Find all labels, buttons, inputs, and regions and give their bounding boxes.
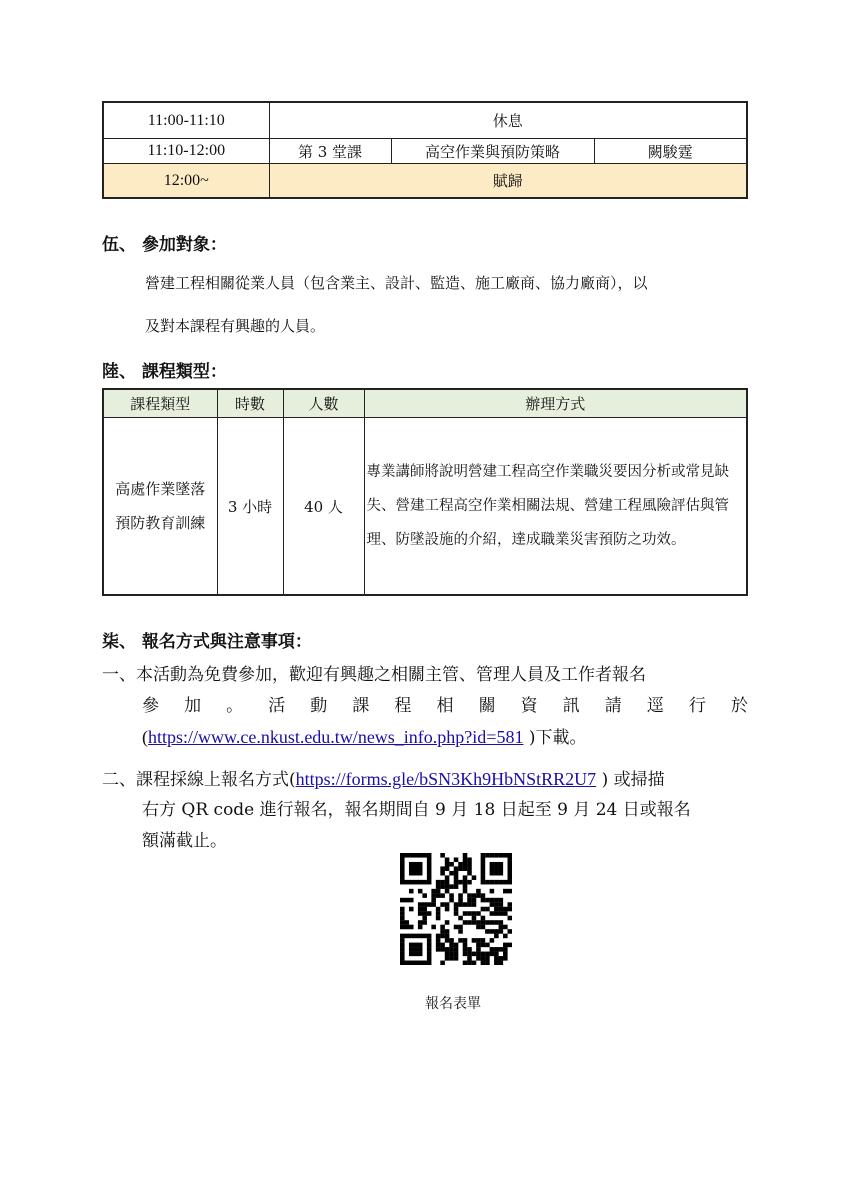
qr-code-image[interactable]	[400, 853, 512, 965]
course-type-line: 預防教育訓練	[115, 514, 206, 532]
course-type-line: 高處作業墜落	[115, 480, 206, 498]
time-cell: 11:10-12:00	[103, 139, 269, 164]
list-item	[102, 764, 665, 796]
speaker-cell: 闕駿霆	[594, 139, 747, 164]
paragraph-line: 及對本課程有興趣的人員。	[145, 317, 326, 335]
activity-cell: 賦歸	[269, 164, 747, 199]
paren: (	[142, 727, 148, 747]
column-header: 課程類型	[103, 389, 217, 418]
list-line: 右方 QR code 進行報名，報名期間自 9 月 18 日起至 9 月 24 日或報名	[142, 800, 691, 820]
list-marker: 一、	[102, 665, 136, 685]
course-type-cell	[103, 418, 217, 596]
section-heading: 伍、 參加對象：	[102, 235, 227, 255]
table-row	[103, 164, 747, 199]
schedule-table	[102, 101, 748, 199]
time-cell: 11:00-11:10	[103, 102, 269, 139]
registration-form-link[interactable]: https://forms.gle/bSN3Kh9HbNStRR2U7	[295, 769, 597, 789]
list-text: 課程採線上報名方式(	[136, 770, 296, 790]
list-line: 本活動為免費參加，歡迎有興趣之相關主管、管理人員及工作者報名	[136, 665, 646, 685]
course-type-table	[102, 388, 748, 596]
list-line	[142, 722, 587, 754]
column-header: 人數	[283, 389, 364, 418]
qr-caption: 報名表單	[425, 996, 481, 1012]
topic-cell: 高空作業與預防策略	[391, 139, 594, 164]
list-line: 參 加 。 活 動 課 程 相 關 資 訊 請 逕 行 於	[142, 696, 748, 716]
hours-cell: 3 小時	[217, 418, 283, 596]
people-cell: 40 人	[283, 418, 364, 596]
table-row	[103, 139, 747, 164]
table-header-row	[103, 389, 747, 418]
list-marker: 二、	[102, 770, 136, 790]
news-info-link[interactable]: https://www.ce.nkust.edu.tw/news_info.php?id=581	[148, 727, 524, 747]
section-heading: 柒、 報名方式與注意事項：	[102, 632, 312, 652]
table-row	[103, 102, 747, 139]
method-cell: 專業講師將說明營建工程高空作業職災要因分析或常見缺失、營建工程高空作業相關法規、營建工程風險評估與管理、防墜設施的介紹，達成職業災害預防之功效。	[364, 418, 747, 596]
session-cell: 第 3 堂課	[269, 139, 391, 164]
list-text: )下載。	[523, 728, 587, 748]
column-header: 時數	[217, 389, 283, 418]
time-cell: 12:00~	[103, 164, 269, 199]
list-text: ) 或掃描	[596, 770, 665, 790]
list-item	[102, 660, 646, 691]
paragraph-line: 營建工程相關從業人員（包含業主、設計、監造、施工廠商、協力廠商），以	[145, 274, 648, 292]
list-line: 額滿截止。	[142, 831, 227, 851]
activity-cell: 休息	[269, 102, 747, 139]
table-row	[103, 418, 747, 596]
section-heading: 陸、 課程類型：	[102, 362, 227, 382]
column-header: 辦理方式	[364, 389, 747, 418]
